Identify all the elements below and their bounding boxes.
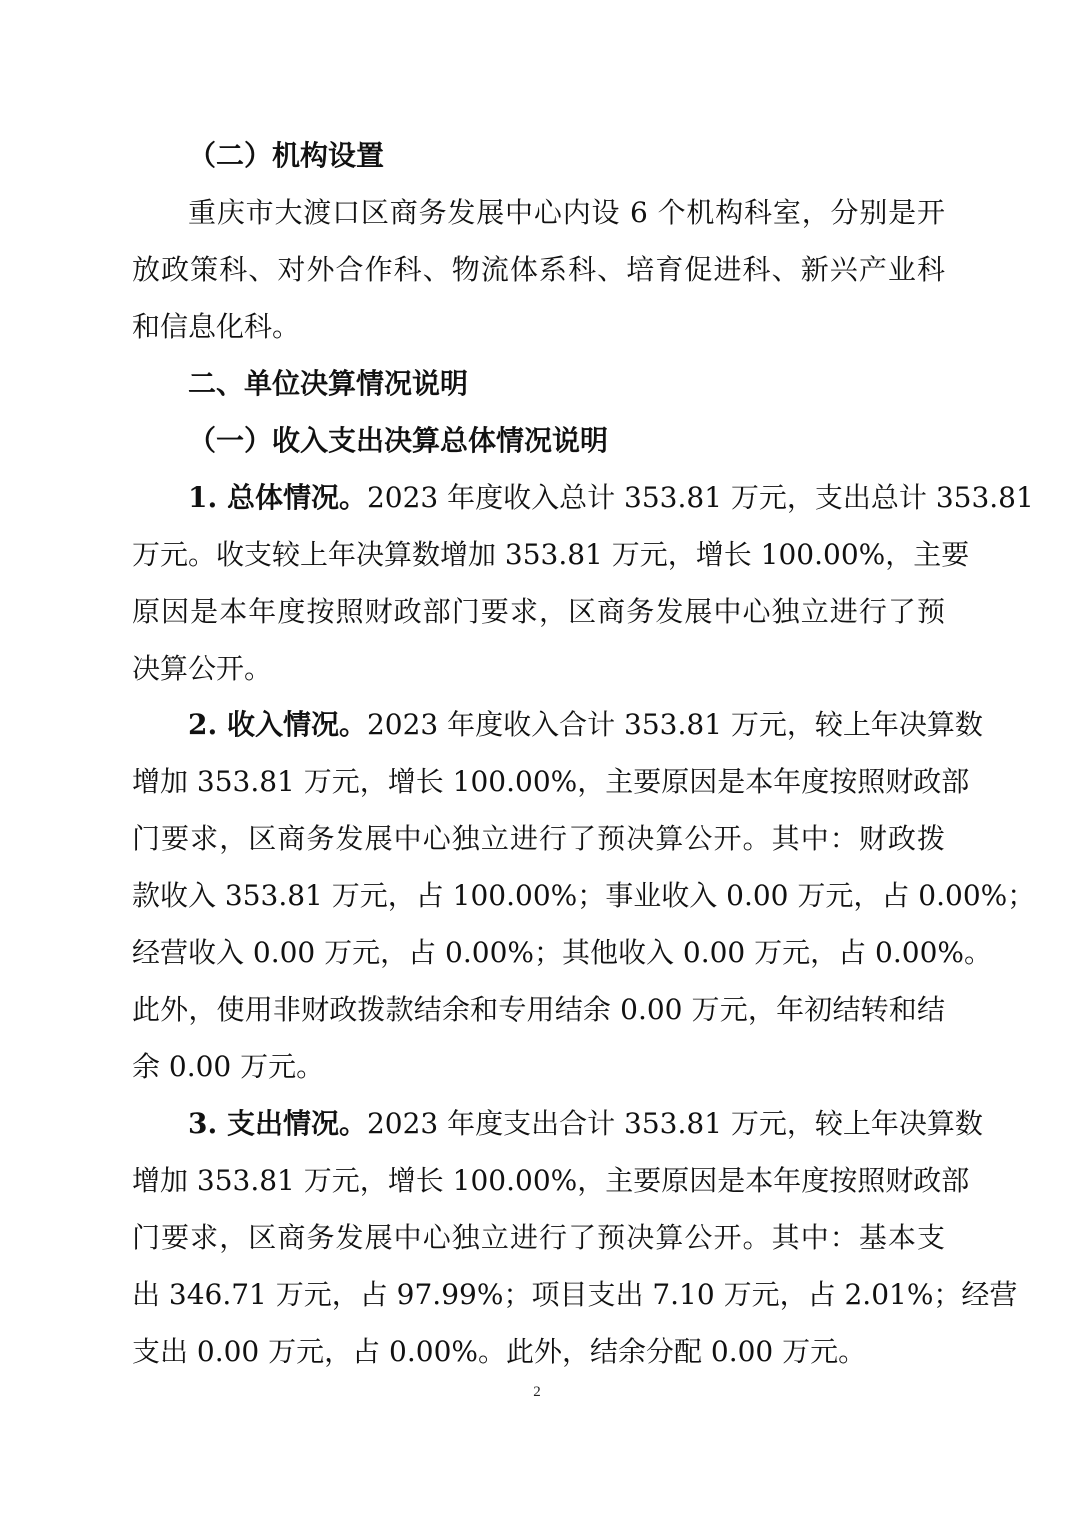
section-heading-org: （二）机构设置 xyxy=(188,139,385,172)
paragraph-line: 余 0.00 万元。 xyxy=(132,1050,325,1083)
paragraph-line: 2023 年度支出合计 353.81 万元，较上年决算数 xyxy=(366,1107,983,1140)
paragraph-line: 门要求，区商务发展中心独立进行了预决算公开。其中：财政拨 xyxy=(132,822,945,855)
paragraph-line: 增加 353.81 万元，增长 100.00%，主要原因是本年度按照财政部 xyxy=(132,765,970,798)
paragraph-line: 放政策科、对外合作科、物流体系科、培育促进科、新兴产业科 xyxy=(132,253,945,286)
paragraph-line-income-first xyxy=(188,705,983,745)
subsection-heading-overall: （一）收入支出决算总体情况说明 xyxy=(188,424,609,457)
paragraph-line: 2023 年度收入合计 353.81 万元，较上年决算数 xyxy=(366,708,983,741)
item-label-overall: 1. 总体情况。 xyxy=(188,481,367,514)
paragraph-line: 支出 0.00 万元，占 0.00%。此外，结余分配 0.00 万元。 xyxy=(132,1335,867,1368)
page-number: 2 xyxy=(533,1384,541,1400)
paragraph-line: 和信息化科。 xyxy=(132,310,301,343)
paragraph-line: 决算公开。 xyxy=(132,652,273,685)
paragraph-line: 2023 年度收入总计 353.81 万元，支出总计 353.81 xyxy=(366,481,1034,514)
paragraph-line: 门要求，区商务发展中心独立进行了预决算公开。其中：基本支 xyxy=(132,1221,945,1254)
paragraph-line: 此外，使用非财政拨款结余和专用结余 0.00 万元，年初结转和结 xyxy=(132,993,945,1026)
paragraph-line: 经营收入 0.00 万元，占 0.00%；其他收入 0.00 万元，占 0.00%。 xyxy=(132,936,992,969)
paragraph-line-expense-first xyxy=(188,1104,983,1144)
section-heading-budget: 二、单位决算情况说明 xyxy=(188,367,469,400)
paragraph-line: 万元。收支较上年决算数增加 353.81 万元，增长 100.00%，主要 xyxy=(132,538,970,571)
paragraph-line: 原因是本年度按照财政部门要求，区商务发展中心独立进行了预 xyxy=(132,595,945,628)
paragraph-line: 款收入 353.81 万元，占 100.00%；事业收入 0.00 万元，占 0.00%； xyxy=(132,879,1036,912)
paragraph-line: 增加 353.81 万元，增长 100.00%，主要原因是本年度按照财政部 xyxy=(132,1164,970,1197)
paragraph-line-overall-first xyxy=(188,478,1034,518)
item-label-income: 2. 收入情况。 xyxy=(188,708,367,741)
paragraph-line: 重庆市大渡口区商务发展中心内设 6 个机构科室，分别是开 xyxy=(188,196,945,229)
item-label-expense: 3. 支出情况。 xyxy=(188,1107,367,1140)
paragraph-line: 出 346.71 万元，占 97.99%；项目支出 7.10 万元，占 2.01%；经营 xyxy=(132,1278,1018,1311)
